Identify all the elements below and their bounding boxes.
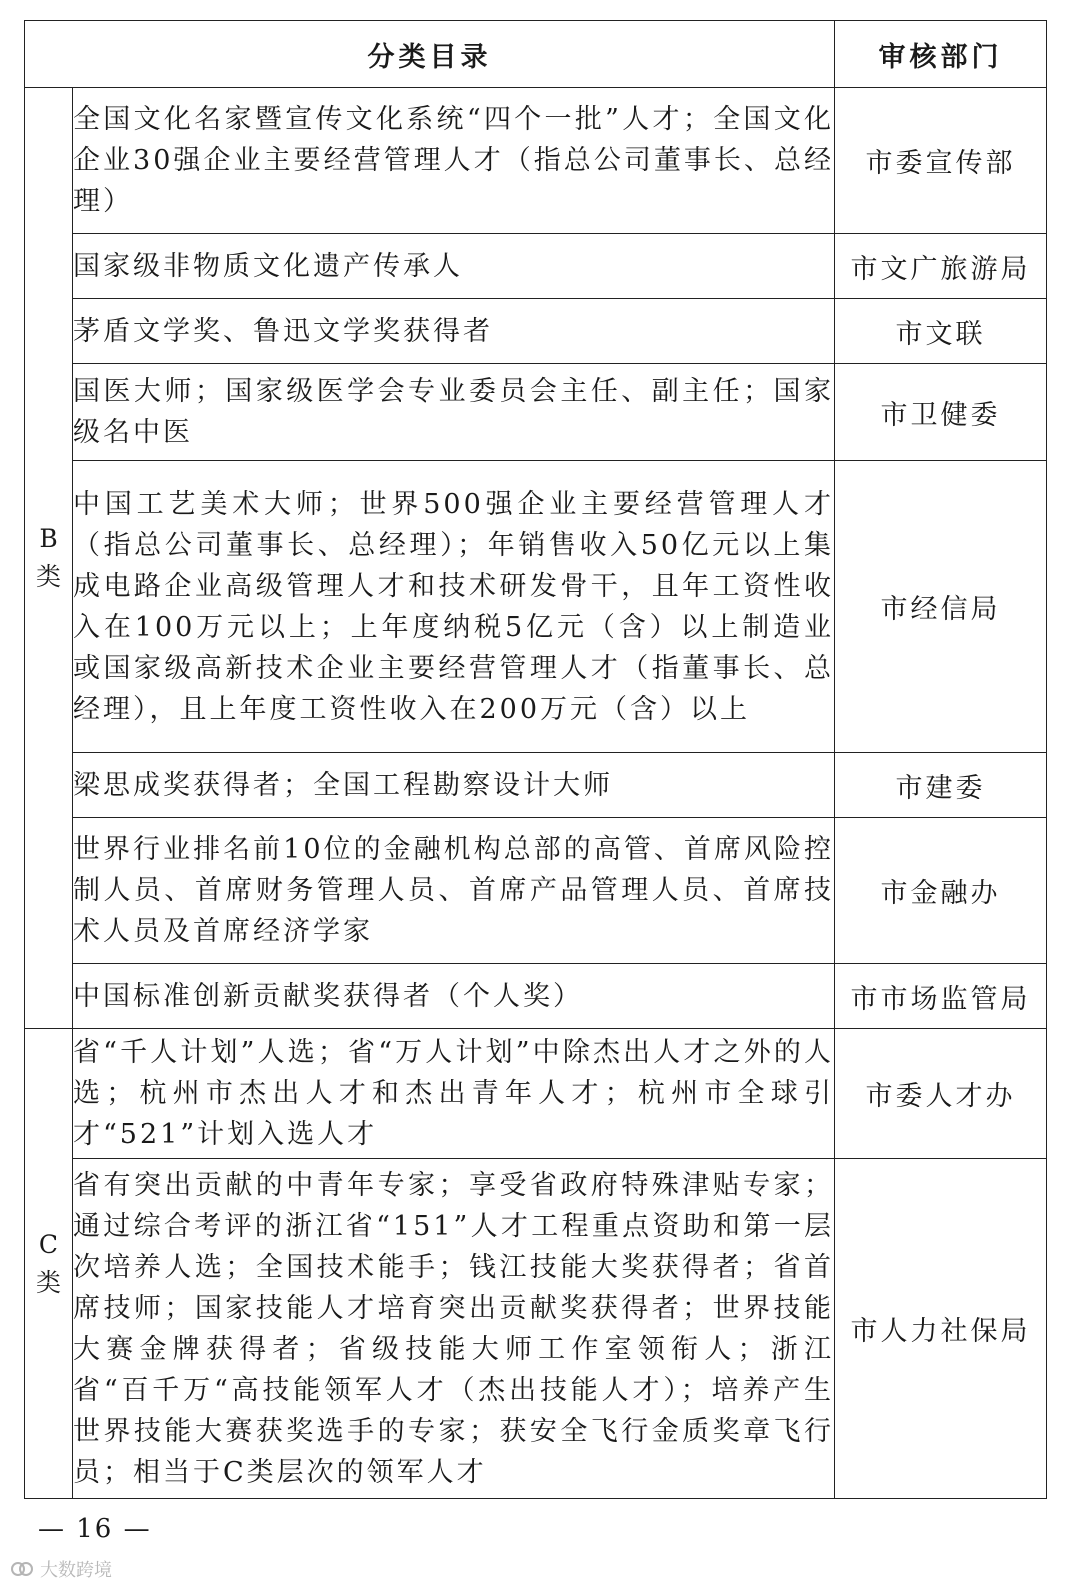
catalog-entry: 茅盾文学奖、鲁迅文学奖获得者 <box>73 299 835 364</box>
catalog-entry: 国家级非物质文化遗产传承人 <box>73 234 835 299</box>
table-row <box>25 88 1047 234</box>
table-row <box>25 964 1047 1029</box>
table-row <box>25 364 1047 461</box>
table-header-row <box>25 21 1047 88</box>
watermark-logo-icon <box>10 1559 34 1579</box>
category-cell <box>25 88 73 1029</box>
catalog-entry: 国医大师；国家级医学会专业委员会主任、副主任；国家级名中医 <box>73 364 835 461</box>
review-department: 市文广旅游局 <box>835 234 1047 299</box>
review-department: 市委宣传部 <box>835 88 1047 234</box>
category-code: C <box>38 1229 59 1259</box>
review-department: 市建委 <box>835 753 1047 818</box>
category-code: B <box>39 524 58 553</box>
category-cell <box>25 1029 73 1499</box>
table-row <box>25 461 1047 753</box>
watermark <box>10 1556 112 1582</box>
review-department: 市经信局 <box>835 461 1047 753</box>
category-suffix: 类 <box>35 562 61 591</box>
header-department: 审核部门 <box>835 21 1047 88</box>
review-department: 市人力社保局 <box>835 1159 1047 1499</box>
watermark-text: 大数跨境 <box>40 1560 112 1581</box>
catalog-entry: 中国标准创新贡献奖获得者（个人奖） <box>73 964 835 1029</box>
table-row <box>25 1159 1047 1499</box>
catalog-entry: 全国文化名家暨宣传文化系统“四个一批”人才；全国文化企业30强企业主要经营管理人才（指总公司董事长、总经理） <box>73 88 835 234</box>
catalog-entry: 中国工艺美术大师；世界500强企业主要经营管理人才（指总公司董事长、总经理）；年销售收入50亿元以上集成电路企业高级管理人才和技术研发骨干，且年工资性收入在100万元以上；上年度纳税5亿元（含）以上制造业或国家级高新技术企业主要经营管理人才（指董事长、总经理），且上年度工资性收入在200万元（含）以上 <box>73 461 835 753</box>
talent-catalog-table <box>24 20 1047 1499</box>
category-suffix: 类 <box>35 1267 61 1297</box>
catalog-entry: 梁思成奖获得者；全国工程勘察设计大师 <box>73 753 835 818</box>
review-department: 市市场监管局 <box>835 964 1047 1029</box>
review-department: 市委人才办 <box>835 1029 1047 1159</box>
table-row <box>25 753 1047 818</box>
review-department: 市卫健委 <box>835 364 1047 461</box>
catalog-entry: 世界行业排名前10位的金融机构总部的高管、首席风险控制人员、首席财务管理人员、首席产品管理人员、首席技术人员及首席经济学家 <box>73 818 835 964</box>
header-catalog: 分类目录 <box>25 21 835 88</box>
catalog-entry: 省有突出贡献的中青年专家；享受省政府特殊津贴专家；通过综合考评的浙江省“151”人才工程重点资助和第一层次培养人选；全国技术能手；钱江技能大奖获得者；省首席技师；国家技能人才培育突出贡献奖获得者；世界技能大赛金牌获得者；省级技能大师工作室领衔人；浙江省“百千万“高技能领军人才（杰出技能人才）；培养产生世界技能大赛获奖选手的专家；获安全飞行金质奖章飞行员；相当于C类层次的领军人才 <box>73 1159 835 1499</box>
table-row <box>25 818 1047 964</box>
table-row <box>25 299 1047 364</box>
catalog-entry: 省“千人计划”人选；省“万人计划”中除杰出人才之外的人选；杭州市杰出人才和杰出青年人才；杭州市全球引才“521”计划入选人才 <box>73 1029 835 1159</box>
table-row <box>25 234 1047 299</box>
page-number: — 16 — <box>38 1514 152 1544</box>
table-row <box>25 1029 1047 1159</box>
review-department: 市文联 <box>835 299 1047 364</box>
review-department: 市金融办 <box>835 818 1047 964</box>
